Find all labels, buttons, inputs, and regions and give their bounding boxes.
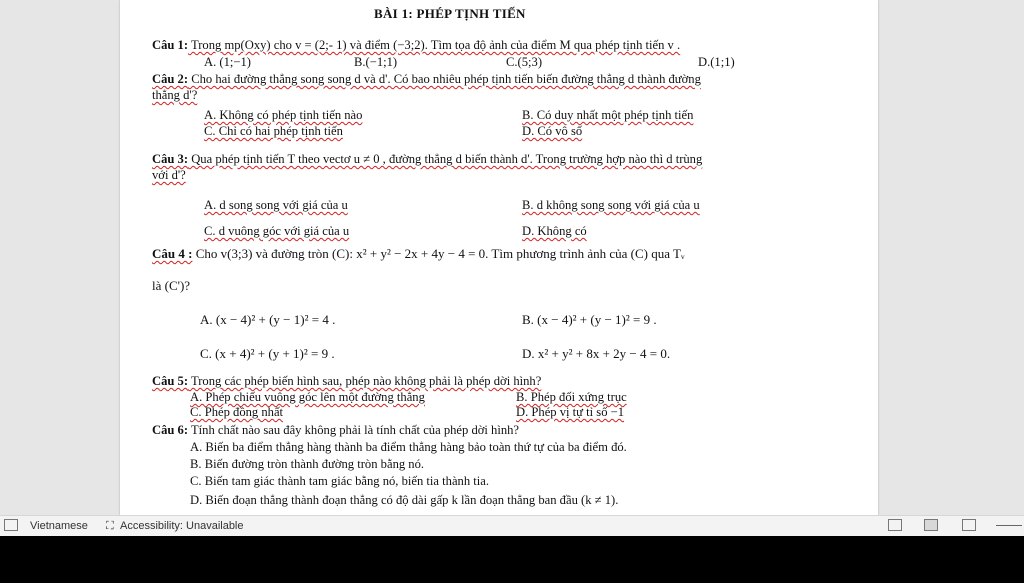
question-label: Câu 4 : bbox=[152, 246, 193, 261]
answer-5a: A. Phép chiếu vuông góc lên một đường thẳng bbox=[190, 390, 425, 404]
question-4 bbox=[152, 246, 685, 261]
answer-5b: B. Phép đối xứng trục bbox=[516, 390, 627, 404]
answer-6c: C. Biến tam giác thành tam giác bằng nó, biến tia thành tia. bbox=[190, 474, 490, 488]
question-2 bbox=[152, 72, 701, 87]
answer-6d: D. Biến đoạn thẳng thành đoạn thẳng có độ dài gấp k lần đoạn thẳng ban đầu (k ≠ 1). bbox=[190, 493, 619, 507]
question-label: Câu 2: bbox=[152, 72, 189, 86]
answer-2a: A. Không có phép tịnh tiến nào bbox=[204, 108, 363, 122]
screen-bottom-area bbox=[0, 536, 1024, 583]
question-3 bbox=[152, 152, 702, 167]
answer-3c: C. d vuông góc với giá của u bbox=[204, 224, 350, 238]
question-label: Câu 1: bbox=[152, 38, 189, 52]
language-indicator[interactable]: Vietnamese bbox=[30, 520, 88, 532]
question-4-cont: là (C')? bbox=[152, 278, 191, 293]
answer-2c: C. Chỉ có hai phép tịnh tiến bbox=[204, 124, 343, 138]
question-3-cont: với d'? bbox=[152, 168, 186, 182]
answer-2d: D. Có vô số bbox=[522, 124, 583, 138]
answer-2b: B. Có duy nhất một phép tịnh tiến bbox=[522, 108, 694, 122]
question-1 bbox=[152, 38, 680, 53]
accessibility-status[interactable]: Accessibility: Unavailable bbox=[120, 520, 244, 532]
answer-5c: C. Phép đồng nhất bbox=[190, 405, 284, 419]
question-text: Cho hai đường thẳng song song d và d'. Có bao nhiêu phép tịnh tiến biến đường thẳng d thành đường bbox=[188, 72, 701, 86]
answer-6a: A. Biến ba điểm thẳng hàng thành ba điểm thẳng hàng bảo toàn thứ tự của ba điểm đó. bbox=[190, 440, 627, 454]
answer-1d: D.(1;1) bbox=[698, 55, 735, 69]
answer-3d: D. Không có bbox=[522, 224, 587, 238]
accessibility-icon: ⛶ bbox=[106, 520, 114, 532]
question-label: Câu 3: bbox=[152, 152, 189, 166]
question-text: Cho v(3;3) và đường tròn (C): x² + y² − 2x + 4y − 4 = 0. Tìm phương trình ảnh của (C) qua Tᵥ bbox=[192, 246, 685, 261]
question-label: Câu 5: bbox=[152, 374, 189, 388]
question-5 bbox=[152, 374, 541, 389]
answer-3a: A. d song song với giá của u bbox=[204, 198, 348, 212]
answer-1a: A. (1;−1) bbox=[204, 55, 251, 69]
question-label: Câu 6: bbox=[152, 423, 189, 437]
answer-5d: D. Phép vị tự tỉ số −1 bbox=[516, 405, 625, 419]
question-text: Trong mp(Oxy) cho v = (2;- 1) và điểm (−3;2). Tìm tọa độ ảnh của điểm M qua phép tịnh tiến v . bbox=[188, 38, 681, 52]
question-text: Qua phép tịnh tiến T theo vectơ u ≠ 0 , đường thẳng d biến thành d'. Trong trường hợp nào thì d trùng bbox=[188, 152, 703, 166]
answer-6b: B. Biến đường tròn thành đường tròn bằng nó. bbox=[190, 457, 425, 471]
print-layout-icon[interactable] bbox=[924, 519, 938, 531]
document-page bbox=[120, 0, 878, 515]
answer-1b: B.(−1;1) bbox=[354, 55, 398, 69]
zoom-slider[interactable] bbox=[996, 525, 1022, 526]
document-title: BÀI 1: PHÉP TỊNH TIẾN bbox=[374, 6, 526, 21]
document-page-icon[interactable] bbox=[4, 519, 18, 531]
answer-4a: A. (x − 4)² + (y − 1)² = 4 . bbox=[200, 312, 336, 327]
answer-4b: B. (x − 4)² + (y − 1)² = 9 . bbox=[522, 312, 657, 327]
status-bar bbox=[0, 515, 1024, 536]
question-2-cont: thẳng d'? bbox=[152, 88, 198, 102]
web-layout-icon[interactable] bbox=[962, 519, 976, 531]
question-6 bbox=[152, 423, 519, 438]
question-text: Trong các phép biến hình sau, phép nào không phải là phép dời hình? bbox=[188, 374, 542, 388]
question-text: Tính chất nào sau đây không phải là tính chất của phép dời hình? bbox=[188, 423, 520, 437]
answer-4d: D. x² + y² + 8x + 2y − 4 = 0. bbox=[522, 346, 671, 361]
answer-4c: C. (x + 4)² + (y + 1)² = 9 . bbox=[200, 346, 335, 361]
read-mode-icon[interactable] bbox=[888, 519, 902, 531]
answer-1c: C.(5;3) bbox=[506, 55, 543, 69]
answer-3b: B. d không song song với giá của u bbox=[522, 198, 700, 212]
